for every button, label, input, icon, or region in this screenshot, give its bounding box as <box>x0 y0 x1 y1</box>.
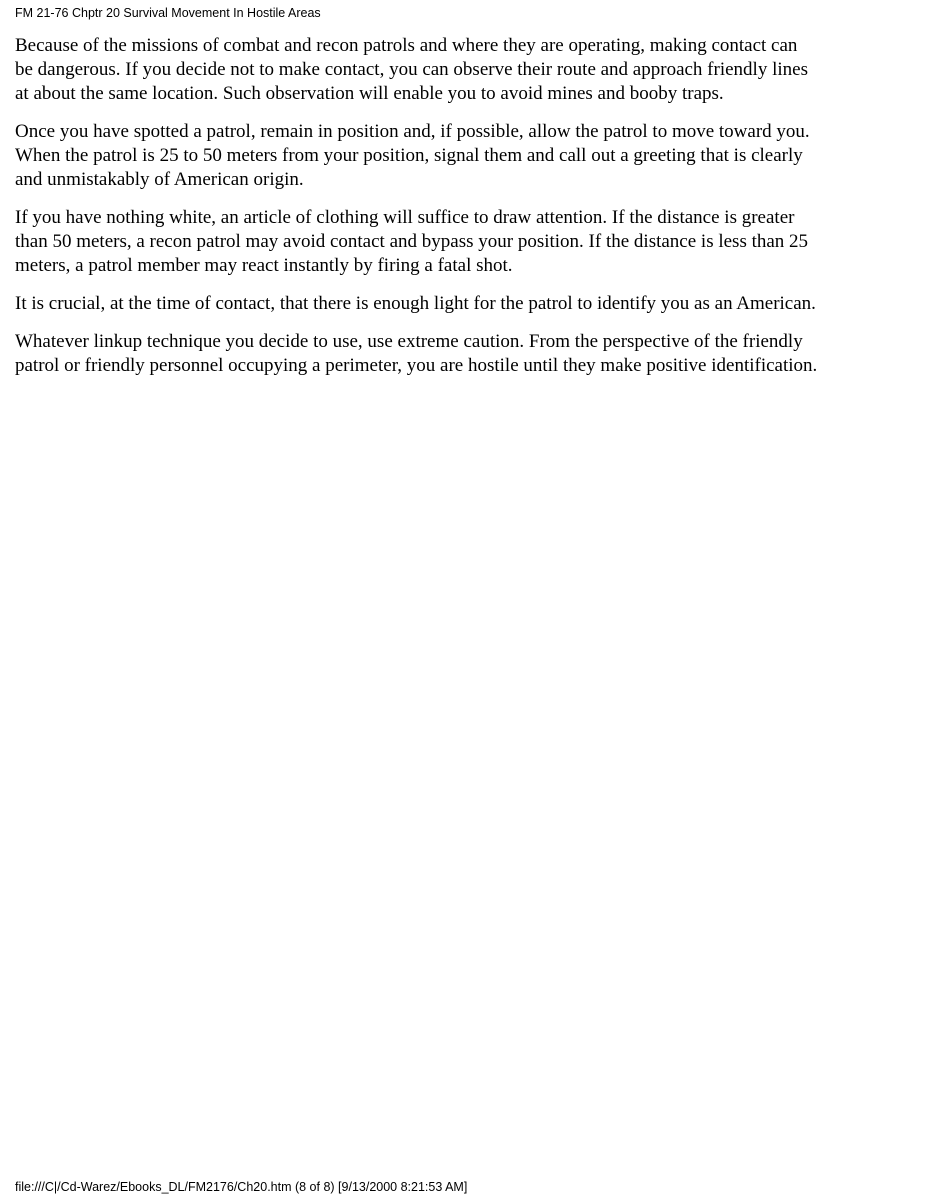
text-line: than 50 meters, a recon patrol may avoid contact and bypass your position. If the distance is less than 25 <box>15 231 809 252</box>
text-line: meters, a patrol member may react instantly by firing a fatal shot. <box>15 255 513 276</box>
paragraph-1 <box>15 34 915 106</box>
page-header: FM 21-76 Chptr 20 Survival Movement In Hostile Areas <box>15 6 321 20</box>
text-line: patrol or friendly personnel occupying a perimeter, you are hostile until they make positive identification. <box>15 355 818 376</box>
text-line: be dangerous. If you decide not to make contact, you can observe their route and approach friendly lines <box>15 59 808 80</box>
text-line: Once you have spotted a patrol, remain in position and, if possible, allow the patrol to move toward you. <box>15 121 810 142</box>
text-line: Whatever linkup technique you decide to use, use extreme caution. From the perspective of the friendly <box>15 331 803 352</box>
page-footer: file:///C|/Cd-Warez/Ebooks_DL/FM2176/Ch20.htm (8 of 8) [9/13/2000 8:21:53 AM] <box>15 1180 468 1194</box>
text-line: and unmistakably of American origin. <box>15 169 304 190</box>
paragraph-5 <box>15 330 915 378</box>
text-line: It is crucial, at the time of contact, that there is enough light for the patrol to identify you as an American. <box>15 293 816 314</box>
text-line: at about the same location. Such observation will enable you to avoid mines and booby traps. <box>15 83 724 104</box>
paragraph-3 <box>15 206 915 278</box>
text-line: When the patrol is 25 to 50 meters from your position, signal them and call out a greeting that is clearly <box>15 145 803 166</box>
paragraph-4 <box>15 292 915 316</box>
text-line: Because of the missions of combat and recon patrols and where they are operating, making contact can <box>15 35 798 56</box>
document-body <box>15 34 915 392</box>
text-line: If you have nothing white, an article of clothing will suffice to draw attention. If the distance is greater <box>15 207 795 228</box>
paragraph-2 <box>15 120 915 192</box>
